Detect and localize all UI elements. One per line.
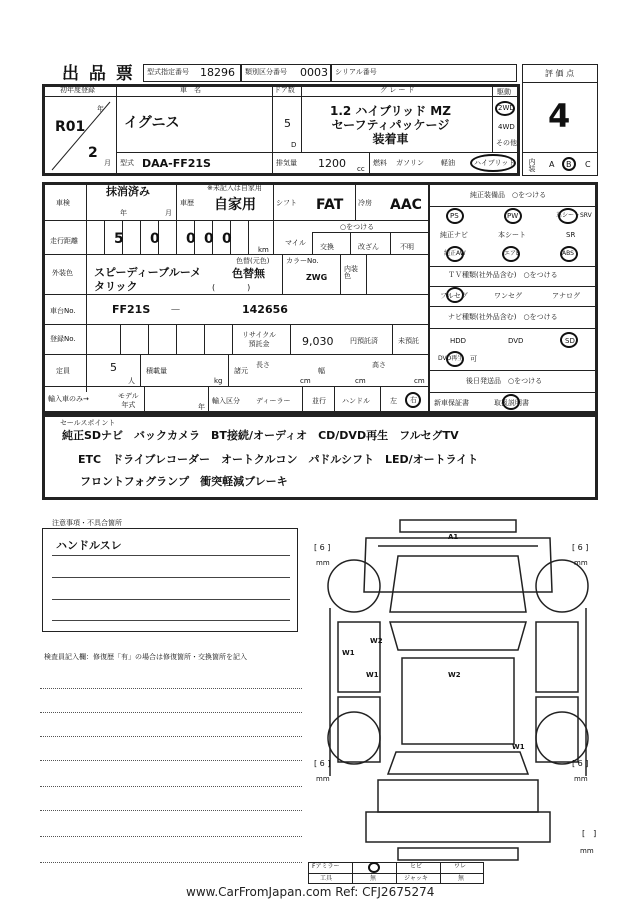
inspection-value: 抹消済み xyxy=(106,185,150,198)
notes-line-4 xyxy=(52,620,290,621)
tire-rl-depth: 6 xyxy=(319,759,325,768)
inspector-line-8 xyxy=(40,862,302,863)
legend-mirror-circle xyxy=(368,862,380,873)
reg-month: 2 xyxy=(88,145,98,161)
tire-rl-unit: mm xyxy=(316,775,330,783)
genuine-navi: 純正ナビ xyxy=(440,231,468,239)
doors-suffix: D xyxy=(291,141,297,149)
inspector-line-3 xyxy=(40,736,302,737)
mileage-digit-2: 0 xyxy=(150,231,160,247)
meter-tampered: 改ざん xyxy=(358,243,379,251)
handle-label: ハンドル xyxy=(342,397,370,405)
interior-color-label: 内装色 xyxy=(344,265,358,280)
genuine-srv: 革シートSRV xyxy=(556,212,592,219)
after-manual: 取扱説明書 xyxy=(494,399,529,407)
fuel-label: 燃料 xyxy=(373,159,387,167)
drive-label: 駆動 xyxy=(497,88,511,96)
car-diagram xyxy=(308,512,608,882)
notes-line-2 xyxy=(52,577,290,578)
after-title: 後日発送品 ○をつける xyxy=(466,377,543,385)
drive-2wd: 2WD xyxy=(498,104,515,112)
recycle-value: 9,030 xyxy=(302,335,334,348)
reg-year-suffix: 年 xyxy=(97,105,104,113)
navi-hdd: HDD xyxy=(450,337,467,345)
doors-value: 5 xyxy=(284,117,291,130)
mileage-mark-label: マイル xyxy=(285,239,306,247)
color-change-value: 色替無 xyxy=(232,267,265,280)
color-label: 外装色 xyxy=(52,269,73,277)
interior-option-c: C xyxy=(585,160,591,169)
notes-text: ハンドルスレ xyxy=(56,539,122,552)
car-type-label: 車歴 xyxy=(180,199,194,207)
import-parallel: 並行 xyxy=(312,397,326,405)
car-type-value: 自家用 xyxy=(214,197,256,213)
model-label: 型式 xyxy=(120,159,134,167)
interior-label: 内装 xyxy=(528,158,536,172)
recycle-unit: 円預託済 xyxy=(350,337,378,345)
import-label: 輸入車のみ→ xyxy=(48,395,89,403)
frame-dash: － xyxy=(170,303,181,316)
serial-value: 18296 xyxy=(200,66,235,79)
plate-label: 登録No. xyxy=(50,335,76,343)
drive-4wd: 4WD xyxy=(498,123,515,131)
legend-jack: ジャッキ xyxy=(404,875,428,882)
inspector-line-4 xyxy=(40,760,302,761)
chassis-serial-label: シリアル番号 xyxy=(335,68,377,76)
grade-value: 1.2 ハイブリッド MZ セーフティパッケージ 装着車 xyxy=(330,104,451,146)
height-label: 高さ xyxy=(372,361,386,369)
genuine-pw: PW xyxy=(507,212,519,220)
inspection-month: 月 xyxy=(165,209,172,217)
meter-exchange: 交換 xyxy=(320,243,334,251)
bracket-lower-right: [ ] xyxy=(582,829,597,838)
sales-point-line-3: フロントフォグランプ 衝突軽減ブレーキ xyxy=(80,475,288,488)
handle-right: 右 xyxy=(410,396,417,404)
mileage-label: 走行距離 xyxy=(50,237,78,245)
car-name: イグニス xyxy=(124,115,180,131)
genuine-aw: 純正AW xyxy=(444,250,466,257)
load-label: 積載量 xyxy=(146,367,167,375)
tire-fl-value: [ 6 ] xyxy=(314,543,331,552)
legend-mirror: Fアミラー xyxy=(312,863,340,870)
mileage-digit-5: 0 xyxy=(204,231,214,247)
legend-jack-value: 無 xyxy=(458,875,465,882)
tire-fl-unit: mm xyxy=(316,559,330,567)
navi-dvd: DVD xyxy=(508,337,524,345)
frame-label: 車台No. xyxy=(50,307,76,315)
import-dealer: ディーラー xyxy=(256,397,291,405)
recycle-unpaid: 未預託 xyxy=(398,337,419,345)
inspector-line-2 xyxy=(40,712,302,713)
bracket-lower-unit: mm xyxy=(580,847,594,855)
inspection-year: 年 xyxy=(120,209,127,217)
navi-dvdplay: DVD再生 xyxy=(438,355,464,362)
mark-w2-left: W2 xyxy=(370,637,383,645)
tire-fr-value: [ 6 ] xyxy=(572,543,589,552)
sales-point-line-1: 純正SDナビ バックカメラ BT接続/オーディオ CD/DVD再生 フルセグTV xyxy=(62,429,459,442)
notes-line-1 xyxy=(52,555,290,556)
navi-title: ナビ種類(社外品含む) ○をつける xyxy=(448,313,558,321)
capacity-value: 5 xyxy=(110,361,117,374)
category-label: 類別区分番号 xyxy=(245,68,287,76)
mileage-digit-1: 5 xyxy=(114,231,124,247)
genuine-abs: ABS xyxy=(562,250,574,257)
first-reg-label: 初年度登録 xyxy=(60,86,95,94)
inspector-line-7 xyxy=(40,836,302,837)
ac-value: AAC xyxy=(390,197,422,213)
fuel-hybrid: ハイブリッド xyxy=(474,159,516,167)
drive-other: その他 xyxy=(496,139,517,147)
sales-point-line-2: ETC ドライブレコーダー オートクルコン パドルシフト LED/オートライト xyxy=(78,453,479,466)
inspector-label: 検査員記入欄：修復歴「有」の場合は修復箇所・交換箇所を記入 xyxy=(44,653,247,661)
interior-option-b: B xyxy=(566,160,572,169)
color-value: スピーディーブルーメ タリック xyxy=(94,266,202,293)
frame-number: 142656 xyxy=(242,303,288,316)
reg-year: R01 xyxy=(55,119,86,135)
footer-watermark: www.CarFromJapan.com Ref: CFJ2675274 xyxy=(186,885,435,899)
fuel-diesel: 軽油 xyxy=(441,159,455,167)
genuine-airbag: エアB xyxy=(504,250,521,257)
color-no-label: カラーNo. xyxy=(286,257,319,265)
inspector-line-1 xyxy=(40,688,302,689)
car-type-note: ※未記入は自家用 xyxy=(207,184,262,192)
displacement-unit: cc xyxy=(357,165,365,173)
grade-label: グ レ ー ド xyxy=(380,86,415,94)
ac-label: 冷房 xyxy=(358,199,372,207)
displacement-label: 排気量 xyxy=(276,159,297,167)
tire-fl-depth: 6 xyxy=(319,543,325,552)
page-title: 出 品 票 xyxy=(62,64,135,84)
length-unit: cm xyxy=(300,377,311,385)
fuel-gasoline: ガソリン xyxy=(396,159,424,167)
recycle-label: リサイクル 預託金 xyxy=(242,331,277,348)
dims-label: 諸元 xyxy=(234,367,248,375)
tire-fr-unit: mm xyxy=(574,559,588,567)
color-change-paren: ( ) xyxy=(212,283,251,292)
notes-label: 注意事項・不具合箇所 xyxy=(52,519,122,527)
tire-rr-depth: 6 xyxy=(577,759,583,768)
genuine-title: 純正装備品 ○をつける xyxy=(470,191,547,199)
tire-rr-unit: mm xyxy=(574,775,588,783)
tv-title: ＴＶ種類(社外品含む) ○をつける xyxy=(448,271,558,279)
capacity-unit: 人 xyxy=(128,377,135,385)
tire-rr-value: [ 6 ] xyxy=(572,759,589,768)
reg-month-suffix: 月 xyxy=(104,159,111,167)
tire-fr-depth: 6 xyxy=(577,543,583,552)
navi-sd: SD xyxy=(565,337,575,345)
length-label: 長さ xyxy=(256,361,270,369)
tv-analog: アナログ xyxy=(552,292,580,300)
model-year-label: モデル 年式 xyxy=(118,392,139,409)
model-year-unit: 年 xyxy=(198,403,205,411)
mark-w2-roof: W2 xyxy=(448,671,461,679)
meter-options-label: ○をつける xyxy=(340,223,375,231)
notes-line-3 xyxy=(52,599,290,600)
genuine-seat: 本シート xyxy=(498,231,526,239)
width-label: 幅 xyxy=(318,367,325,375)
legend-crack: ヒビ xyxy=(410,863,423,870)
after-warranty: 新車保証書 xyxy=(434,399,469,407)
model-value: DAA-FF21S xyxy=(142,157,211,170)
tire-rl-value: [ 6 ] xyxy=(314,759,331,768)
inspector-line-6 xyxy=(40,810,302,811)
inspection-label: 車検 xyxy=(56,199,70,207)
width-unit: cm xyxy=(355,377,366,385)
doors-label: ドア数 xyxy=(274,86,295,94)
genuine-sr: SR xyxy=(566,231,576,239)
serial-label: 型式指定番号 xyxy=(147,68,189,76)
navi-ok: 可 xyxy=(470,355,477,363)
sales-points-label: セールスポイント xyxy=(60,419,116,427)
tv-oneseg: ワンセグ xyxy=(494,292,522,300)
mileage-digit-6: 0 xyxy=(222,231,232,247)
mark-w1-left-rear: W1 xyxy=(366,671,379,679)
inspector-line-5 xyxy=(40,786,302,787)
displacement-value: 1200 xyxy=(318,157,346,170)
capacity-label: 定員 xyxy=(56,367,70,375)
load-unit: kg xyxy=(214,377,223,385)
category-value: 0003 xyxy=(300,66,328,79)
car-name-label: 車 名 xyxy=(180,86,201,94)
legend-tools-value: 無 xyxy=(370,875,377,882)
score-value: 4 xyxy=(548,97,571,135)
handle-left: 左 xyxy=(390,397,397,405)
color-change-label: 色替(元色) xyxy=(236,257,270,265)
shift-value: FAT xyxy=(316,197,344,213)
legend-broken: ワレ xyxy=(454,863,467,870)
legend-tools: 工具 xyxy=(320,875,333,882)
color-no-value: ZWG xyxy=(306,273,328,282)
import-type-label: 輸入区分 xyxy=(212,397,240,405)
mark-a1: A1 xyxy=(448,533,459,541)
score-label: 評 価 点 xyxy=(545,69,575,78)
interior-option-a: A xyxy=(549,160,555,169)
mileage-unit: km xyxy=(258,246,269,254)
mark-w1-right: W1 xyxy=(512,743,525,751)
genuine-ps: PS xyxy=(450,212,459,220)
mileage-digit-4: 0 xyxy=(186,231,196,247)
mark-w1-left-door: W1 xyxy=(342,649,355,657)
frame-prefix: FF21S xyxy=(112,303,151,316)
shift-label: シフト xyxy=(276,199,297,207)
tv-fullseg: フルセグ xyxy=(440,292,468,300)
height-unit: cm xyxy=(414,377,425,385)
meter-unknown: 不明 xyxy=(400,243,414,251)
